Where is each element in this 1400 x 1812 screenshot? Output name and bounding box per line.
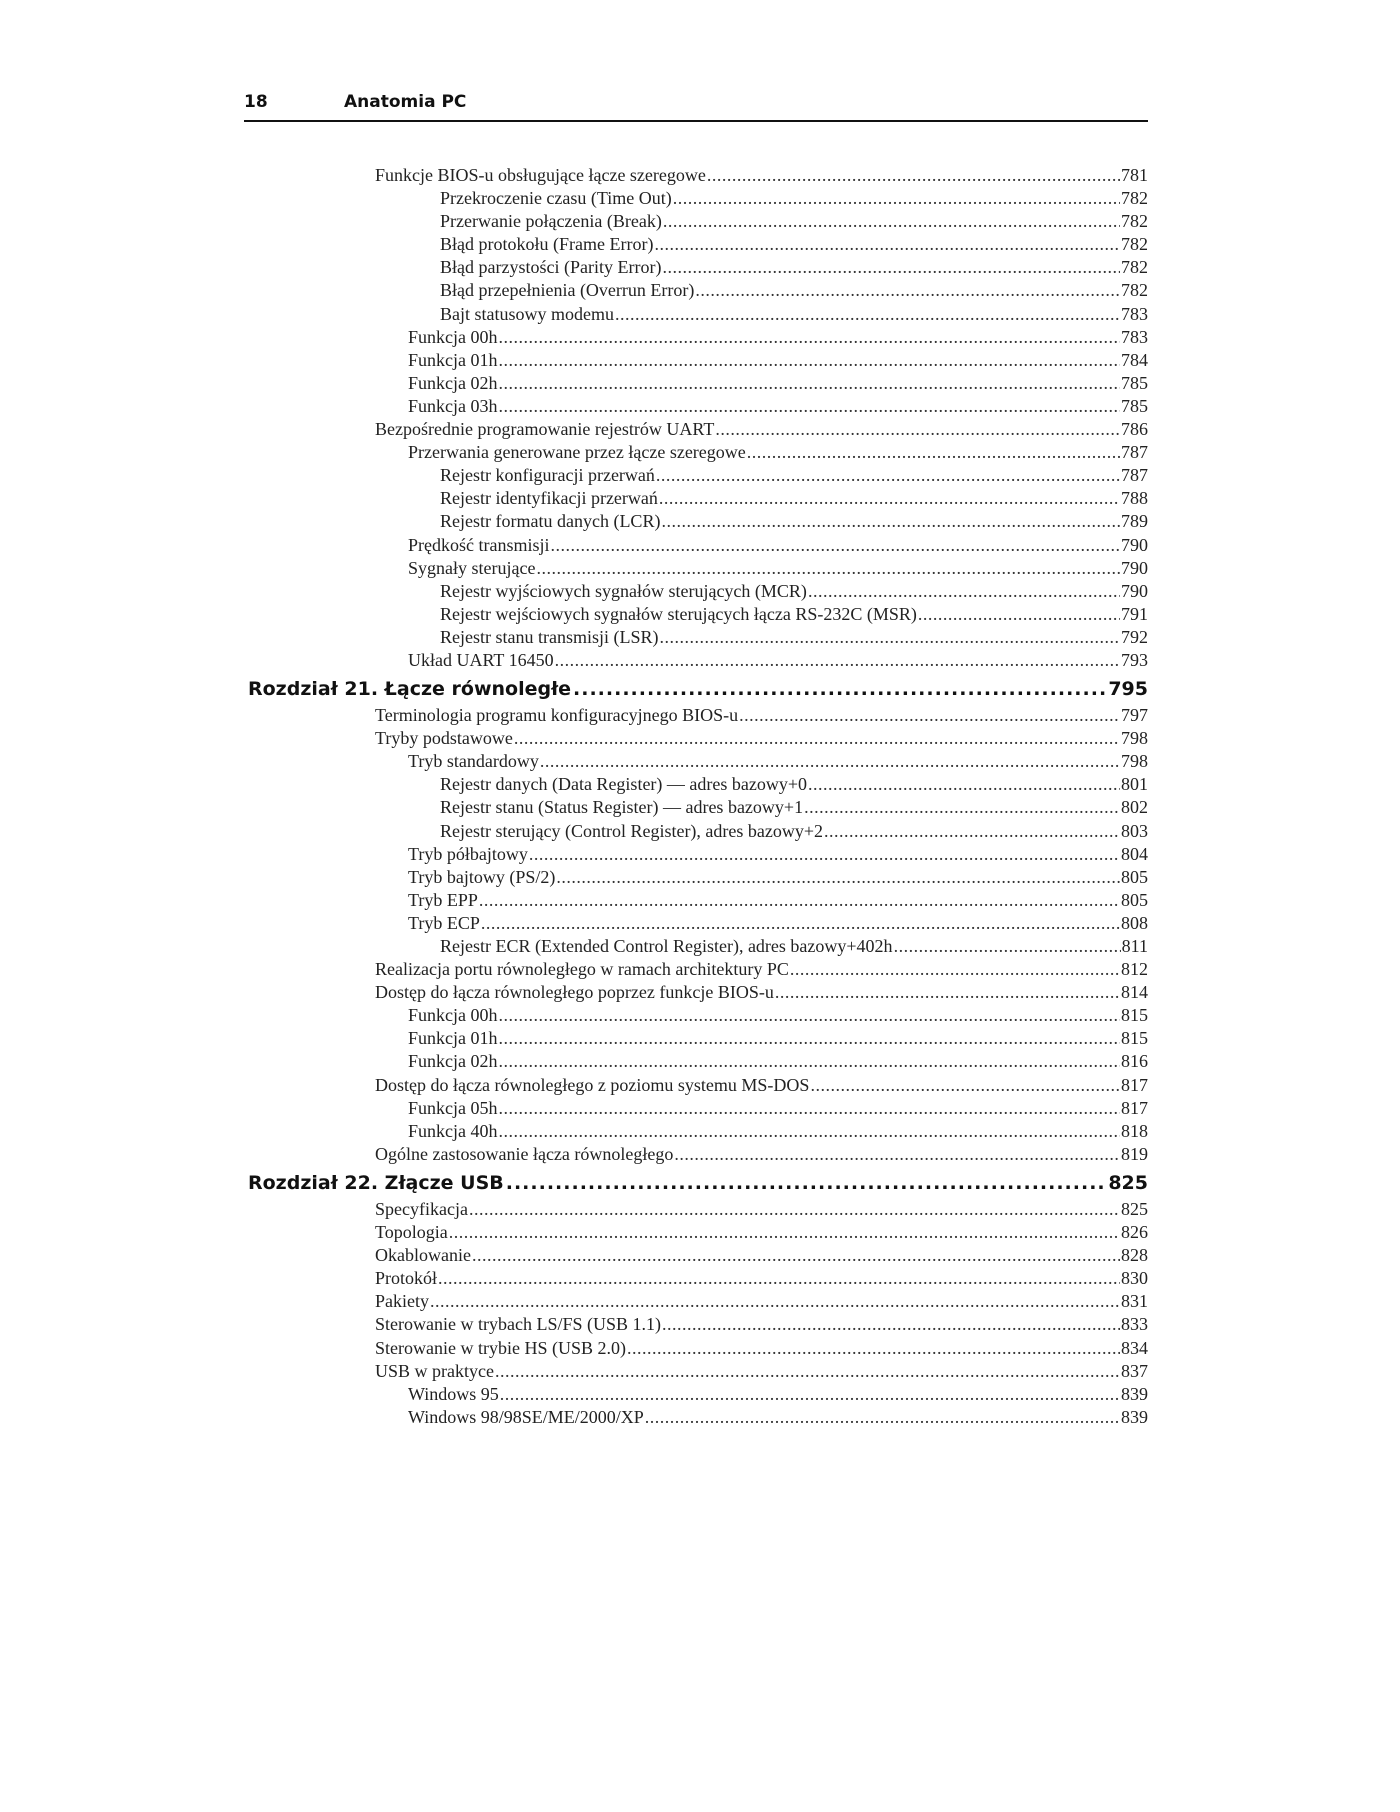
toc-entry [375,935,1148,958]
toc-entry [375,1004,1148,1027]
toc-entry [375,349,1148,372]
entry-title: Przekroczenie czasu (Time Out) [440,188,672,209]
book-title: Anatomia PC [344,92,467,112]
entry-page-number: 790 [1121,534,1148,555]
toc-entry [375,727,1148,750]
dot-leader [918,603,1120,626]
entry-page-number: 825 [1121,1198,1148,1219]
entry-page-number: 833 [1121,1314,1148,1335]
entry-page-number: 839 [1121,1406,1148,1427]
entry-title: Rejestr wejściowych sygnałów sterujących łącza RS-232C (MSR) [440,603,917,624]
dot-leader [804,796,1120,819]
dot-leader [894,935,1121,958]
dot-leader [695,279,1120,302]
entry-title: Rejestr sterujący (Control Register), adres bazowy+2 [440,820,824,841]
toc-entry [375,1027,1148,1050]
toc-entry [375,912,1148,935]
toc-entry [375,796,1148,819]
dot-leader [495,1360,1120,1383]
entry-page-number: 830 [1121,1268,1148,1289]
entry-page-number: 817 [1121,1074,1148,1095]
dot-leader [808,580,1120,603]
entry-title: Funkcja 00h [408,1005,498,1026]
chapter-title: Rozdział 22. Złącze USB [248,1171,504,1194]
entry-page-number: 818 [1121,1120,1148,1141]
entry-title: Funkcja 40h [408,1120,498,1141]
entry-page-number: 817 [1121,1097,1148,1118]
toc-entry [375,372,1148,395]
toc-entry [375,981,1148,1004]
entry-title: Windows 95 [408,1383,499,1404]
toc-entry [375,889,1148,912]
entry-page-number: 782 [1121,211,1148,232]
dot-leader [661,510,1120,533]
toc-entry [375,210,1148,233]
page-number: 18 [244,92,268,112]
entry-title: Rejestr stanu transmisji (LSR) [440,626,659,647]
toc-entry [375,750,1148,773]
dot-leader [540,750,1120,773]
entry-page-number: 787 [1121,465,1148,486]
dot-leader [499,349,1121,372]
entry-page-number: 826 [1121,1222,1148,1243]
chapter-title: Rozdział 21. Łącze równoległe [248,678,572,701]
entry-title: Funkcja 00h [408,326,498,347]
dot-leader [469,1198,1120,1221]
entry-page-number: 802 [1121,797,1148,818]
entry-title: Błąd parzystości (Parity Error) [440,257,662,278]
toc-entry [375,464,1148,487]
entry-title: Tryb EPP [408,889,478,910]
dot-leader [472,1244,1120,1267]
entry-title: Tryb ECP [408,912,480,933]
entry-page-number: 801 [1121,774,1148,795]
entry-page-number: 837 [1121,1360,1148,1381]
entry-page-number: 805 [1121,889,1148,910]
entry-page-number: 788 [1121,488,1148,509]
entry-page-number: 803 [1121,820,1148,841]
dot-leader [449,1221,1120,1244]
dot-leader [662,1313,1120,1336]
toc-entry [375,1313,1148,1336]
dot-leader [499,1027,1121,1050]
toc-entry [375,1221,1148,1244]
chapter-page-number: 825 [1108,1171,1148,1194]
toc-entry [375,1097,1148,1120]
entry-page-number: 811 [1121,936,1148,956]
entry-title: Funkcja 05h [408,1097,498,1118]
entry-page-number: 812 [1121,959,1148,980]
entry-page-number: 790 [1121,557,1148,578]
dot-leader [810,1074,1120,1097]
dot-leader [499,395,1121,418]
entry-title: Funkcja 02h [408,1051,498,1072]
entry-page-number: 816 [1121,1051,1148,1072]
dot-leader [514,727,1120,750]
dot-leader [438,1267,1120,1290]
entry-page-number: 797 [1121,705,1148,726]
toc-entry [375,649,1148,672]
chapter-heading [248,1170,1148,1197]
entry-title: Rejestr konfiguracji przerwań [440,465,655,486]
dot-leader [674,1143,1120,1166]
toc-entry [375,1383,1148,1406]
chapter-heading [248,676,1148,703]
entry-page-number: 793 [1121,649,1148,670]
toc-entry [375,233,1148,256]
entry-page-number: 834 [1121,1337,1148,1358]
dot-leader [479,889,1120,912]
dot-leader [645,1406,1120,1429]
toc-entry [375,1050,1148,1073]
toc-entry [375,187,1148,210]
entry-page-number: 784 [1121,349,1148,370]
entry-title: Rejestr danych (Data Register) — adres bazowy+0 [440,774,808,795]
entry-title: Rejestr wyjściowych sygnałów sterujących (MCR) [440,580,807,601]
toc-entry [375,1267,1148,1290]
entry-page-number: 792 [1121,626,1148,647]
toc-entry [375,557,1148,580]
entry-title: Układ UART 16450 [408,649,554,670]
toc-entry [375,510,1148,533]
entry-title: Przerwanie połączenia (Break) [440,211,662,232]
toc-entry [375,958,1148,981]
toc-entry [375,279,1148,302]
entry-page-number: 785 [1121,395,1148,416]
entry-title: Funkcja 02h [408,372,498,393]
toc-entry [375,866,1148,889]
dot-leader [715,418,1120,441]
dot-leader [654,233,1120,256]
entry-page-number: 814 [1121,982,1148,1003]
dot-leader [481,912,1120,935]
toc-entry [375,820,1148,843]
entry-page-number: 783 [1121,326,1148,347]
toc-entry [375,1198,1148,1221]
entry-title: Funkcja 01h [408,1028,498,1049]
dot-leader [499,1120,1121,1143]
entry-page-number: 782 [1121,188,1148,209]
dot-leader [499,1097,1121,1120]
dot-leader [430,1290,1120,1313]
entry-title: Dostęp do łącza równoległego poprzez funkcje BIOS-u [375,982,774,1003]
toc-entry [375,1244,1148,1267]
entry-page-number: 831 [1121,1291,1148,1312]
dot-leader [551,534,1121,557]
entry-title: Dostęp do łącza równoległego z poziomu systemu MS-DOS [375,1074,810,1095]
toc-entry [375,580,1148,603]
toc-entry [375,773,1148,796]
entry-page-number: 798 [1121,728,1148,749]
dot-leader [673,187,1120,210]
entry-page-number: 805 [1121,866,1148,887]
dot-leader [775,981,1120,1004]
entry-page-number: 808 [1121,912,1148,933]
toc-entry [375,1143,1148,1166]
dot-leader [499,372,1121,395]
entry-page-number: 839 [1121,1383,1148,1404]
entry-page-number: 798 [1121,751,1148,772]
entry-page-number: 815 [1121,1028,1148,1049]
entry-page-number: 790 [1121,580,1148,601]
entry-title: Realizacja portu równoległego w ramach architektury PC [375,959,789,980]
toc-entry [375,395,1148,418]
dot-leader [662,256,1120,279]
toc-entry [375,487,1148,510]
toc-entry [375,164,1148,187]
entry-page-number: 819 [1121,1143,1148,1164]
entry-page-number: 783 [1121,303,1148,324]
dot-leader [790,958,1120,981]
entry-title: Rejestr stanu (Status Register) — adres bazowy+1 [440,797,804,818]
entry-title: Funkcja 03h [408,395,498,416]
entry-title: Sygnały sterujące [408,557,536,578]
dot-leader [573,676,1106,702]
entry-page-number: 804 [1121,843,1148,864]
entry-page-number: 828 [1121,1245,1148,1266]
dot-leader [824,820,1120,843]
entry-page-number: 782 [1121,280,1148,301]
entry-page-number: 782 [1121,234,1148,255]
entry-title: Bezpośrednie programowanie rejestrów UART [375,419,715,440]
dot-leader [499,326,1121,349]
dot-leader [659,626,1120,649]
dot-leader [808,773,1120,796]
chapter-page-number: 795 [1108,678,1148,701]
toc-entry [375,534,1148,557]
entry-title: Błąd protokołu (Frame Error) [440,234,654,255]
entry-title: Prędkość transmisji [408,534,550,555]
entry-title: Ogólne zastosowanie łącza równoległego [375,1143,674,1164]
entry-title: Funkcja 01h [408,349,498,370]
toc-entry [375,441,1148,464]
toc-entry [375,1360,1148,1383]
entry-title: Funkcje BIOS-u obsługujące łącze szeregowe [375,165,706,185]
toc-entry [375,1120,1148,1143]
entry-title: USB w praktyce [375,1360,494,1381]
toc-entry [375,603,1148,626]
table-of-contents [248,164,1148,1429]
toc-entry [375,256,1148,279]
dot-leader [656,464,1120,487]
dot-leader [536,557,1120,580]
toc-entry [375,1406,1148,1429]
entry-page-number: 781 [1121,165,1148,185]
dot-leader [747,441,1120,464]
toc-entry [375,843,1148,866]
toc-entry [375,303,1148,326]
dot-leader [499,1050,1121,1073]
dot-leader [707,164,1120,187]
dot-leader [659,487,1120,510]
entry-title: Pakiety [375,1291,429,1312]
entry-title: Sterowanie w trybie HS (USB 2.0) [375,1337,626,1358]
running-header [244,92,1148,122]
entry-title: Rejestr formatu danych (LCR) [440,511,661,532]
toc-entry [375,626,1148,649]
entry-title: Przerwania generowane przez łącze szeregowe [408,442,746,463]
entry-title: Windows 98/98SE/ME/2000/XP [408,1406,644,1427]
entry-title: Specyfikacja [375,1198,468,1219]
toc-entry [375,326,1148,349]
dot-leader [529,843,1120,866]
entry-title: Okablowanie [375,1245,471,1266]
dot-leader [555,649,1120,672]
entry-page-number: 785 [1121,372,1148,393]
entry-page-number: 782 [1121,257,1148,278]
dot-leader [615,303,1120,326]
entry-title: Sterowanie w trybach LS/FS (USB 1.1) [375,1314,661,1335]
entry-page-number: 789 [1121,511,1148,532]
entry-title: Tryby podstawowe [375,728,513,749]
entry-title: Tryb standardowy [408,751,539,772]
toc-entry [375,704,1148,727]
entry-title: Rejestr identyfikacji przerwań [440,488,658,509]
toc-entry [375,1290,1148,1313]
entry-title: Tryb półbajtowy [408,843,528,864]
entry-title: Protokół [375,1268,438,1289]
entry-page-number: 815 [1121,1005,1148,1026]
dot-leader [739,704,1120,727]
entry-page-number: 786 [1121,419,1148,440]
entry-title: Terminologia programu konfiguracyjnego BIOS-u [375,705,739,726]
dot-leader [506,1170,1107,1196]
entry-title: Topologia [375,1222,448,1243]
dot-leader [556,866,1120,889]
dot-leader [663,210,1120,233]
toc-entry [375,1074,1148,1097]
entry-page-number: 791 [1121,603,1148,624]
toc-entry [375,418,1148,441]
entry-title: Rejestr ECR (Extended Control Register), adres bazowy+402h [440,936,893,956]
toc-entry [375,1337,1148,1360]
entry-title: Tryb bajtowy (PS/2) [408,866,556,887]
dot-leader [627,1337,1120,1360]
dot-leader [500,1383,1120,1406]
entry-page-number: 787 [1121,442,1148,463]
entry-title: Bajt statusowy modemu [440,303,614,324]
dot-leader [499,1004,1121,1027]
entry-title: Błąd przepełnienia (Overrun Error) [440,280,695,301]
